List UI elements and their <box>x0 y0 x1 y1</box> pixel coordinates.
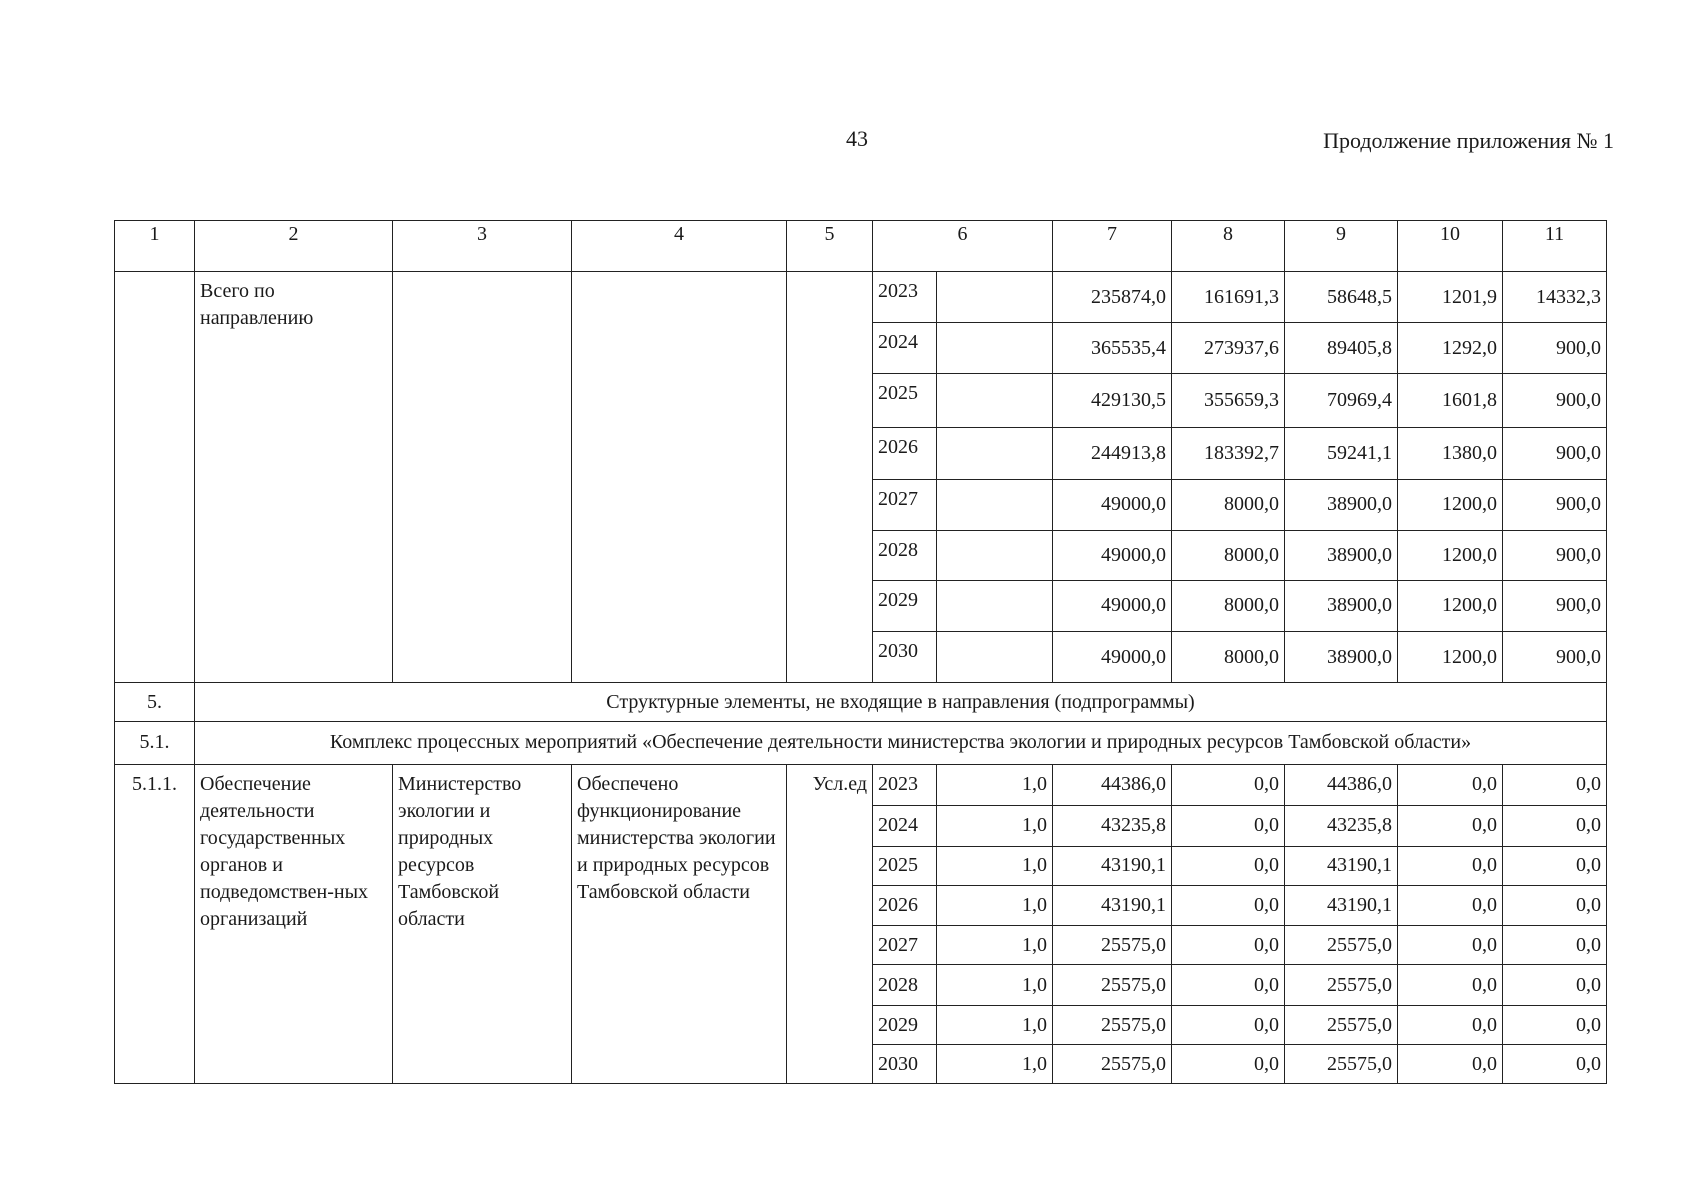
item-executor: Министерство экологии и природных ресурсов Тамбовской области <box>393 764 572 1083</box>
value-cell: 0,0 <box>1398 965 1503 1006</box>
value-cell <box>937 479 1053 530</box>
column-header: 6 <box>873 221 1053 272</box>
value-cell: 25575,0 <box>1053 1045 1172 1084</box>
column-header: 4 <box>572 221 787 272</box>
data-table <box>114 220 1607 1084</box>
value-cell: 1380,0 <box>1398 427 1503 479</box>
header-note: Продолжение приложения № 1 <box>1323 128 1614 153</box>
section-code: 5. <box>115 683 195 722</box>
section-row <box>115 683 1607 722</box>
value-cell: 900,0 <box>1503 479 1607 530</box>
value-cell <box>937 272 1053 323</box>
value-cell: 0,0 <box>1172 1045 1285 1084</box>
total-label: Всего по направлению <box>195 272 393 683</box>
value-cell: 0,0 <box>1503 846 1607 885</box>
year-cell: 2024 <box>873 805 937 846</box>
value-cell: 0,0 <box>1172 846 1285 885</box>
value-cell: 8000,0 <box>1172 479 1285 530</box>
value-cell: 49000,0 <box>1053 632 1172 683</box>
value-cell: 355659,3 <box>1172 374 1285 427</box>
column-header: 5 <box>787 221 873 272</box>
value-cell: 244913,8 <box>1053 427 1172 479</box>
value-cell: 89405,8 <box>1285 323 1398 374</box>
value-cell: 44386,0 <box>1285 764 1398 805</box>
value-cell: 0,0 <box>1172 805 1285 846</box>
value-cell: 43190,1 <box>1285 846 1398 885</box>
value-cell: 43235,8 <box>1053 805 1172 846</box>
subsection-code: 5.1. <box>115 721 195 764</box>
column-header: 3 <box>393 221 572 272</box>
subsection-title: Комплекс процессных мероприятий «Обеспечение деятельности министерства экологии и природных ресурсов Тамбовской области» <box>195 721 1607 764</box>
value-cell: 25575,0 <box>1285 965 1398 1006</box>
value-cell: 0,0 <box>1503 764 1607 805</box>
year-cell: 2028 <box>873 530 937 580</box>
value-cell: 900,0 <box>1503 580 1607 631</box>
value-cell: 1601,8 <box>1398 374 1503 427</box>
value-cell: 0,0 <box>1503 805 1607 846</box>
year-cell: 2030 <box>873 1045 937 1084</box>
value-cell: 25575,0 <box>1285 1006 1398 1045</box>
value-cell: 8000,0 <box>1172 580 1285 631</box>
value-cell: 235874,0 <box>1053 272 1172 323</box>
value-cell: 44386,0 <box>1053 764 1172 805</box>
value-cell: 0,0 <box>1172 885 1285 926</box>
year-cell: 2029 <box>873 580 937 631</box>
year-cell: 2027 <box>873 479 937 530</box>
value-cell: 0,0 <box>1398 1006 1503 1045</box>
value-cell: 43235,8 <box>1285 805 1398 846</box>
value-cell: 0,0 <box>1398 885 1503 926</box>
year-cell: 2027 <box>873 926 937 965</box>
value-cell: 49000,0 <box>1053 530 1172 580</box>
empty-cell <box>393 272 572 683</box>
value-cell: 0,0 <box>1172 926 1285 965</box>
value-cell: 1200,0 <box>1398 479 1503 530</box>
table-body <box>115 221 1607 1084</box>
value-cell: 1200,0 <box>1398 580 1503 631</box>
value-cell: 1,0 <box>937 1006 1053 1045</box>
value-cell: 0,0 <box>1503 885 1607 926</box>
total-code-cell <box>115 272 195 683</box>
value-cell: 900,0 <box>1503 632 1607 683</box>
value-cell: 1,0 <box>937 1045 1053 1084</box>
column-header: 8 <box>1172 221 1285 272</box>
value-cell: 161691,3 <box>1172 272 1285 323</box>
subsection-row <box>115 721 1607 764</box>
value-cell: 0,0 <box>1398 926 1503 965</box>
value-cell: 43190,1 <box>1053 846 1172 885</box>
empty-cell <box>787 272 873 683</box>
value-cell: 0,0 <box>1398 1045 1503 1084</box>
value-cell: 429130,5 <box>1053 374 1172 427</box>
value-cell: 0,0 <box>1172 1006 1285 1045</box>
value-cell: 0,0 <box>1503 965 1607 1006</box>
value-cell: 0,0 <box>1503 1045 1607 1084</box>
value-cell: 0,0 <box>1172 965 1285 1006</box>
value-cell: 1,0 <box>937 805 1053 846</box>
value-cell: 0,0 <box>1503 1006 1607 1045</box>
year-cell: 2023 <box>873 764 937 805</box>
page-number: 43 <box>846 126 868 151</box>
value-cell: 8000,0 <box>1172 530 1285 580</box>
value-cell: 1,0 <box>937 846 1053 885</box>
value-cell <box>937 323 1053 374</box>
value-cell: 1292,0 <box>1398 323 1503 374</box>
value-cell <box>937 374 1053 427</box>
value-cell: 0,0 <box>1172 764 1285 805</box>
value-cell <box>937 580 1053 631</box>
value-cell <box>937 530 1053 580</box>
value-cell: 273937,6 <box>1172 323 1285 374</box>
value-cell: 58648,5 <box>1285 272 1398 323</box>
item-result: Обеспечено функционирование министерства экологии и природных ресурсов Тамбовской области <box>572 764 787 1083</box>
column-header: 2 <box>195 221 393 272</box>
value-cell: 25575,0 <box>1053 1006 1172 1045</box>
value-cell: 900,0 <box>1503 530 1607 580</box>
item-name: Обеспечение деятельности государственных органов и подведомствен-ных организаций <box>195 764 393 1083</box>
value-cell: 0,0 <box>1503 926 1607 965</box>
value-cell: 43190,1 <box>1285 885 1398 926</box>
value-cell: 49000,0 <box>1053 580 1172 631</box>
year-cell: 2025 <box>873 374 937 427</box>
value-cell: 900,0 <box>1503 374 1607 427</box>
value-cell: 43190,1 <box>1053 885 1172 926</box>
item-row <box>115 764 1607 805</box>
value-cell: 0,0 <box>1398 805 1503 846</box>
column-header: 7 <box>1053 221 1172 272</box>
year-cell: 2030 <box>873 632 937 683</box>
value-cell: 14332,3 <box>1503 272 1607 323</box>
year-cell: 2026 <box>873 427 937 479</box>
value-cell: 38900,0 <box>1285 632 1398 683</box>
column-header: 9 <box>1285 221 1398 272</box>
value-cell: 38900,0 <box>1285 580 1398 631</box>
value-cell: 1200,0 <box>1398 530 1503 580</box>
value-cell: 900,0 <box>1503 427 1607 479</box>
year-cell: 2023 <box>873 272 937 323</box>
year-cell: 2024 <box>873 323 937 374</box>
year-cell: 2029 <box>873 1006 937 1045</box>
column-header: 11 <box>1503 221 1607 272</box>
value-cell <box>937 632 1053 683</box>
value-cell: 0,0 <box>1398 846 1503 885</box>
value-cell: 1,0 <box>937 885 1053 926</box>
value-cell: 25575,0 <box>1285 926 1398 965</box>
year-cell: 2028 <box>873 965 937 1006</box>
empty-cell <box>572 272 787 683</box>
value-cell: 38900,0 <box>1285 479 1398 530</box>
value-cell: 1201,9 <box>1398 272 1503 323</box>
total-row <box>115 272 1607 323</box>
column-header: 10 <box>1398 221 1503 272</box>
value-cell: 70969,4 <box>1285 374 1398 427</box>
value-cell: 25575,0 <box>1053 965 1172 1006</box>
value-cell: 0,0 <box>1398 764 1503 805</box>
year-cell: 2025 <box>873 846 937 885</box>
value-cell: 25575,0 <box>1053 926 1172 965</box>
value-cell: 59241,1 <box>1285 427 1398 479</box>
year-cell: 2026 <box>873 885 937 926</box>
value-cell: 365535,4 <box>1053 323 1172 374</box>
column-header-row <box>115 221 1607 272</box>
value-cell: 38900,0 <box>1285 530 1398 580</box>
value-cell: 8000,0 <box>1172 632 1285 683</box>
value-cell: 1,0 <box>937 926 1053 965</box>
item-unit: Усл.ед <box>787 764 873 1083</box>
section-title: Структурные элементы, не входящие в направления (подпрограммы) <box>195 683 1607 722</box>
value-cell <box>937 427 1053 479</box>
value-cell: 1,0 <box>937 764 1053 805</box>
value-cell: 900,0 <box>1503 323 1607 374</box>
item-code: 5.1.1. <box>115 764 195 1083</box>
value-cell: 1200,0 <box>1398 632 1503 683</box>
column-header: 1 <box>115 221 195 272</box>
value-cell: 1,0 <box>937 965 1053 1006</box>
value-cell: 25575,0 <box>1285 1045 1398 1084</box>
value-cell: 49000,0 <box>1053 479 1172 530</box>
value-cell: 183392,7 <box>1172 427 1285 479</box>
